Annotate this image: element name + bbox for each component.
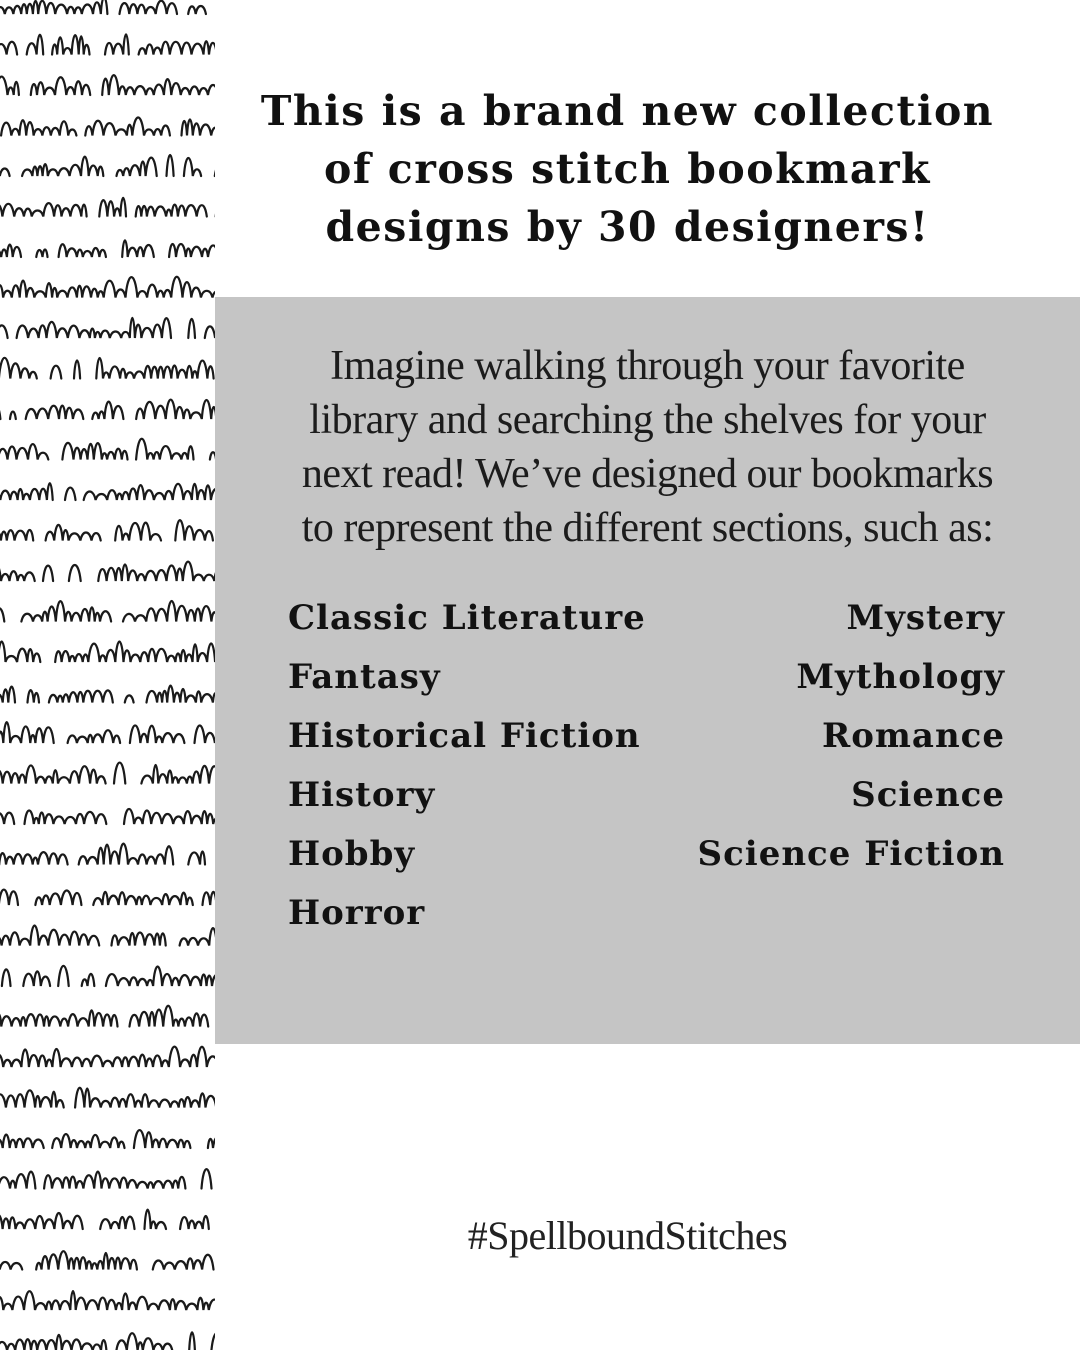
section-item: History xyxy=(288,775,436,815)
handwriting-line xyxy=(0,1169,215,1188)
section-item: Science xyxy=(851,775,1005,815)
section-item: Horror xyxy=(288,893,426,933)
hashtag: #SpellboundStitches xyxy=(467,1213,788,1258)
handwriting-line xyxy=(0,439,215,460)
handwriting-line xyxy=(0,358,215,379)
handwriting-line xyxy=(0,483,215,500)
handwriting-line xyxy=(0,0,215,14)
handwriting-line xyxy=(0,1006,215,1027)
handwriting-line xyxy=(0,400,215,419)
handwriting-line xyxy=(0,562,215,581)
headline-line-1: This is a brand new collection xyxy=(260,87,995,135)
section-item: Mystery xyxy=(846,598,1005,638)
handwriting-line xyxy=(0,75,215,95)
handwriting-line xyxy=(0,1088,215,1108)
info-panel xyxy=(215,297,1080,1044)
section-item: Hobby xyxy=(288,834,416,874)
section-list-left xyxy=(288,589,688,943)
section-item: Historical Fiction xyxy=(288,716,641,756)
handwriting-line xyxy=(0,1130,215,1148)
handwriting-line xyxy=(0,684,215,703)
handwriting-line xyxy=(0,763,215,784)
handwriting-line xyxy=(0,1251,215,1269)
handwriting-line xyxy=(0,520,215,540)
headline-line-2: of cross stitch bookmark xyxy=(324,145,931,193)
intro-paragraph xyxy=(255,339,1040,555)
handwriting-line xyxy=(0,318,215,338)
headline xyxy=(260,82,995,256)
handwriting-pattern xyxy=(0,0,215,1350)
section-item: Romance xyxy=(822,716,1005,756)
handwriting-line xyxy=(1,118,215,136)
section-item: Mythology xyxy=(796,657,1005,697)
handwriting-line xyxy=(0,277,215,298)
intro-line-3: next read! We’ve designed our bookmarks xyxy=(301,451,994,497)
handwriting-line xyxy=(0,925,215,945)
intro-line-2: library and searching the shelves for your xyxy=(309,397,986,443)
handwriting-line xyxy=(0,34,215,54)
handwriting-line xyxy=(0,890,215,905)
handwriting-line xyxy=(2,966,215,986)
handwriting-line xyxy=(0,155,215,176)
section-item: Classic Literature xyxy=(288,598,646,638)
handwriting-line xyxy=(0,1210,215,1229)
section-item: Science Fiction xyxy=(697,834,1005,874)
handwriting-decoration xyxy=(0,0,215,1350)
handwriting-line xyxy=(0,601,215,622)
handwriting-line xyxy=(0,240,215,257)
handwriting-line xyxy=(0,1291,215,1310)
handwriting-line xyxy=(0,722,215,743)
headline-line-3: designs by 30 designers! xyxy=(325,203,930,251)
handwriting-line xyxy=(0,198,215,217)
handwriting-line xyxy=(0,641,215,662)
intro-line-1: Imagine walking through your favorite xyxy=(330,343,965,389)
handwriting-line xyxy=(0,1332,215,1350)
intro-line-4: to represent the different sections, such as: xyxy=(301,505,994,551)
handwriting-line xyxy=(0,1047,215,1067)
section-list-right xyxy=(655,589,1005,884)
handwriting-line xyxy=(0,804,215,824)
section-item: Fantasy xyxy=(288,657,441,697)
handwriting-line xyxy=(0,844,215,865)
